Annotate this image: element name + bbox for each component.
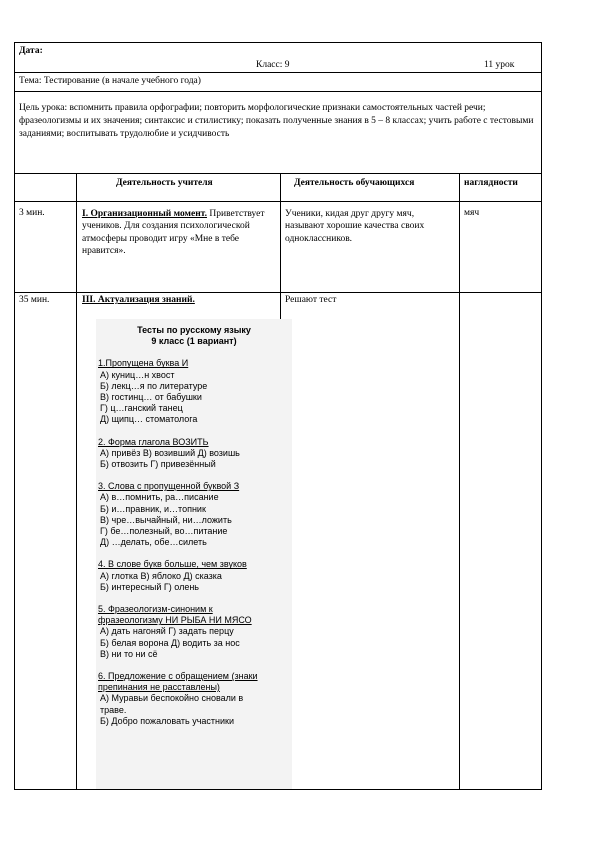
question-option: Г) ц…ганский танец bbox=[100, 403, 183, 414]
question-option: Д) щипц… стоматолога bbox=[100, 414, 198, 425]
question-option: траве. bbox=[100, 704, 127, 715]
question-title: фразеологизму НИ РЫБА НИ МЯСО bbox=[98, 615, 252, 626]
rule-after-goal bbox=[15, 173, 541, 174]
rule-after-columns bbox=[15, 201, 541, 202]
test-question bbox=[96, 481, 292, 548]
test-title-line1: Тесты по русскому языку bbox=[137, 325, 251, 335]
row1-students: Ученики, кидая друг другу мяч, называют хорошие качества своих одноклассников. bbox=[285, 209, 425, 244]
col-header-teacher: Деятельность учителя bbox=[116, 178, 213, 188]
rule-after-header bbox=[15, 72, 541, 73]
col-header-aids: наглядности bbox=[464, 178, 518, 188]
question-option: Б) отвозить Г) привезённый bbox=[100, 459, 216, 470]
question-option: А) Муравьи беспокойно сновали в bbox=[100, 693, 244, 704]
question-title: 6. Предложение с обращением (знаки bbox=[98, 671, 258, 682]
question-option: А) в…помнить, ра…писание bbox=[100, 492, 219, 503]
question-option: Д) …делать, обе…силеть bbox=[100, 537, 207, 548]
test-questions bbox=[96, 358, 292, 727]
question-option: Б) лекц…я по литературе bbox=[100, 380, 208, 391]
question-title: 5. Фразеологизм-синоним к bbox=[98, 604, 213, 615]
question-title: 3. Слова с пропущенной буквой З bbox=[98, 481, 240, 492]
question-option: Б) Добро пожаловать участники bbox=[100, 715, 235, 726]
rule-after-row1 bbox=[15, 292, 541, 293]
question-option: В) гостинц… от бабушки bbox=[100, 392, 202, 403]
question-option: А) привёз В) возивший Д) возишь bbox=[100, 447, 240, 458]
question-option: Б) интересный Г) олень bbox=[100, 581, 199, 592]
test-question bbox=[96, 358, 292, 425]
lesson-label: 11 урок bbox=[484, 60, 515, 70]
question-title: 1.Пропущена буква И bbox=[98, 358, 189, 369]
row1-aids: мяч bbox=[464, 208, 480, 218]
row1-teacher bbox=[82, 208, 272, 258]
row1-teacher-title: I. Организационный момент. bbox=[82, 209, 208, 219]
question-option: Б) и…правник, и…топник bbox=[100, 503, 206, 514]
lesson-plan-sheet bbox=[14, 42, 542, 790]
row2-time: 35 мин. bbox=[19, 295, 50, 305]
question-option: В) чре…вычайный, ни…ложить bbox=[100, 514, 232, 525]
test-question bbox=[96, 671, 292, 727]
row1-teacher-text: Приветствует учеников. Для создания психологической атмосферы проводит игру «Мне в тебе нравится». bbox=[82, 209, 265, 257]
date-label: Дата: bbox=[19, 46, 43, 56]
question-title: 2. Форма глагола ВОЗИТЬ bbox=[98, 436, 209, 447]
question-option: Б) белая ворона Д) водить за нос bbox=[100, 637, 240, 648]
test-question bbox=[96, 559, 292, 593]
col-header-students: Деятельность обучающихся bbox=[294, 178, 415, 188]
col-divider-1 bbox=[76, 173, 77, 789]
lesson-goal: Цель урока: вспомнить правила орфографии; повторить морфологические признаки самостоятельных частей речи; фразеологизмы и их значения; синтаксис и стилистику; показать полученные знания в 5 – 8 классах; учить работе с тестовыми заданиями; воспитывать трудолюбие и усидчивость bbox=[19, 103, 534, 140]
row1-time: 3 мин. bbox=[19, 208, 45, 218]
question-title: препинания не расставлены) bbox=[98, 682, 220, 693]
question-option: В) ни то ни сё bbox=[100, 648, 158, 659]
test-question bbox=[96, 604, 292, 660]
question-option: А) куниц…н хвост bbox=[100, 369, 175, 380]
question-option: А) дать нагоняй Г) задать перцу bbox=[100, 626, 234, 637]
test-question bbox=[96, 437, 292, 471]
test-title bbox=[96, 325, 292, 347]
test-title-line2: 9 класс (1 вариант) bbox=[151, 336, 237, 347]
rule-after-topic bbox=[15, 91, 541, 92]
row2-teacher-title: III. Актуализация знаний. bbox=[82, 295, 195, 305]
question-option: А) глотка В) яблоко Д) сказка bbox=[100, 570, 222, 581]
col-divider-3 bbox=[459, 173, 460, 789]
row2-students: Решают тест bbox=[285, 295, 337, 305]
question-option: Г) бе…полезный, во…питание bbox=[100, 526, 228, 537]
question-title: 4. В слове букв больше, чем звуков bbox=[98, 559, 247, 570]
class-label: Класс: 9 bbox=[256, 60, 290, 70]
russian-test-block bbox=[96, 319, 292, 789]
topic: Тема: Тестирование (в начале учебного года) bbox=[19, 76, 201, 86]
